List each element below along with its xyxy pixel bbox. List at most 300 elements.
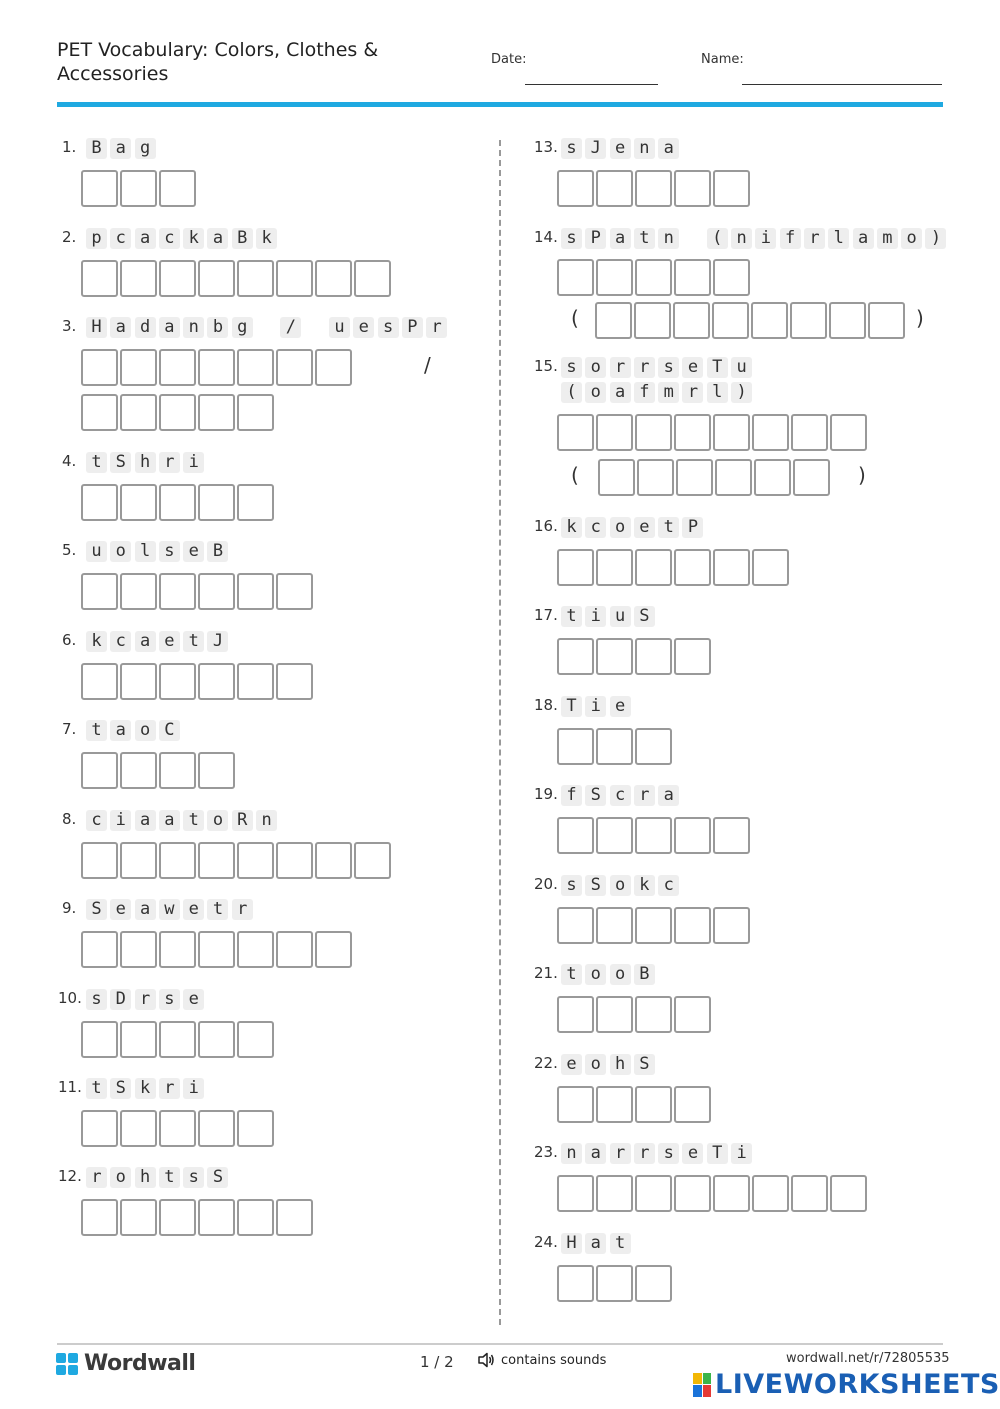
letter-box[interactable] bbox=[557, 1265, 594, 1302]
scrambled-letters bbox=[561, 138, 682, 159]
answer-boxes[interactable] bbox=[81, 931, 354, 968]
sounds-indicator bbox=[477, 1352, 606, 1368]
letter-box[interactable] bbox=[635, 549, 672, 586]
letter-box[interactable] bbox=[557, 817, 594, 854]
letter-tile: l bbox=[707, 382, 728, 403]
letter-box[interactable] bbox=[557, 414, 594, 451]
answer-boxes[interactable] bbox=[598, 459, 832, 496]
question-number: 8. bbox=[62, 810, 77, 828]
letter-box[interactable] bbox=[637, 459, 674, 496]
letter-box[interactable] bbox=[120, 394, 157, 431]
letter-box[interactable] bbox=[557, 638, 594, 675]
letter-box[interactable] bbox=[237, 349, 274, 386]
letter-box[interactable] bbox=[596, 1086, 633, 1123]
letter-tile: a bbox=[610, 382, 631, 403]
footer-rule bbox=[57, 1343, 943, 1345]
letter-box[interactable] bbox=[557, 259, 594, 296]
question-number: 20. bbox=[534, 875, 558, 893]
letter-box[interactable] bbox=[635, 1265, 672, 1302]
letter-box[interactable] bbox=[791, 414, 828, 451]
letter-tile: t bbox=[159, 1167, 180, 1188]
letter-tile: a bbox=[159, 317, 180, 338]
letter-box[interactable] bbox=[159, 752, 196, 789]
letter-tile: / bbox=[280, 317, 301, 338]
letter-box[interactable] bbox=[713, 1175, 750, 1212]
letter-box[interactable] bbox=[713, 817, 750, 854]
letter-tile: u bbox=[610, 606, 631, 627]
letter-tile: r bbox=[634, 785, 655, 806]
letter-tile: s bbox=[159, 989, 180, 1010]
letter-box[interactable] bbox=[793, 459, 830, 496]
letter-tile: P bbox=[682, 517, 703, 538]
letter-box[interactable] bbox=[81, 663, 118, 700]
letter-box[interactable] bbox=[596, 259, 633, 296]
answer-boxes[interactable] bbox=[557, 1086, 713, 1123]
letter-box[interactable] bbox=[713, 414, 750, 451]
letter-box[interactable] bbox=[159, 931, 196, 968]
letter-tile: e bbox=[183, 541, 204, 562]
letter-box[interactable] bbox=[120, 931, 157, 968]
letter-box[interactable] bbox=[634, 302, 671, 339]
letter-tile: i bbox=[755, 228, 776, 249]
letter-tile: e bbox=[110, 899, 131, 920]
answer-boxes[interactable] bbox=[557, 549, 791, 586]
question-number: 6. bbox=[62, 631, 77, 649]
letter-tile: J bbox=[585, 138, 606, 159]
letter-tile: S bbox=[207, 1167, 228, 1188]
letter-tile: s bbox=[658, 1143, 679, 1164]
letter-box[interactable] bbox=[159, 349, 196, 386]
letter-box[interactable] bbox=[81, 573, 118, 610]
letter-box[interactable] bbox=[81, 931, 118, 968]
letter-box[interactable] bbox=[354, 842, 391, 879]
answer-boxes[interactable] bbox=[557, 1175, 869, 1212]
letter-box[interactable] bbox=[557, 549, 594, 586]
letter-box[interactable] bbox=[159, 573, 196, 610]
letter-box[interactable] bbox=[596, 549, 633, 586]
letter-box[interactable] bbox=[674, 1175, 711, 1212]
letter-box[interactable] bbox=[674, 549, 711, 586]
scrambled-letters bbox=[561, 1143, 755, 1164]
letter-box[interactable] bbox=[596, 817, 633, 854]
activity-url[interactable]: wordwall.net/r/72805535 bbox=[786, 1351, 950, 1366]
letter-box[interactable] bbox=[237, 1110, 274, 1147]
letter-tile: a bbox=[135, 810, 156, 831]
letter-box[interactable] bbox=[81, 1199, 118, 1236]
letter-tile: s bbox=[561, 875, 582, 896]
letter-box[interactable] bbox=[81, 260, 118, 297]
letter-box[interactable] bbox=[198, 573, 235, 610]
letter-tile: i bbox=[585, 606, 606, 627]
letter-box[interactable] bbox=[674, 414, 711, 451]
liveworksheets-logo-text: LIVEWORKSHEETS bbox=[715, 1369, 1000, 1400]
letter-box[interactable] bbox=[635, 907, 672, 944]
answer-boxes[interactable] bbox=[557, 638, 713, 675]
scrambled-letters bbox=[86, 899, 256, 920]
letter-tile: t bbox=[561, 606, 582, 627]
letter-box[interactable] bbox=[557, 907, 594, 944]
letter-tile: n bbox=[256, 810, 277, 831]
answer-boxes[interactable] bbox=[81, 1110, 276, 1147]
slash-separator: / bbox=[424, 353, 431, 377]
letter-tile: r bbox=[135, 989, 156, 1010]
letter-box[interactable] bbox=[752, 549, 789, 586]
letter-tile: r bbox=[159, 1078, 180, 1099]
letter-box[interactable] bbox=[595, 302, 632, 339]
letter-box[interactable] bbox=[81, 752, 118, 789]
letter-box[interactable] bbox=[81, 484, 118, 521]
letter-tile: a bbox=[610, 228, 631, 249]
letter-box[interactable] bbox=[276, 573, 313, 610]
letter-box[interactable] bbox=[237, 842, 274, 879]
letter-box[interactable] bbox=[81, 1021, 118, 1058]
letter-box[interactable] bbox=[673, 302, 710, 339]
letter-tile: r bbox=[610, 1143, 631, 1164]
letter-box[interactable] bbox=[868, 302, 905, 339]
letter-box[interactable] bbox=[596, 638, 633, 675]
letter-tile: t bbox=[634, 228, 655, 249]
letter-tile: c bbox=[110, 631, 131, 652]
letter-box[interactable] bbox=[635, 1086, 672, 1123]
letter-box[interactable] bbox=[120, 170, 157, 207]
letter-box[interactable] bbox=[81, 170, 118, 207]
letter-box[interactable] bbox=[557, 1086, 594, 1123]
letter-box[interactable] bbox=[674, 817, 711, 854]
letter-tile: a bbox=[135, 631, 156, 652]
answer-boxes[interactable] bbox=[557, 259, 752, 296]
letter-box[interactable] bbox=[120, 842, 157, 879]
letter-tile: g bbox=[232, 317, 253, 338]
letter-tile: J bbox=[207, 631, 228, 652]
letter-box[interactable] bbox=[237, 260, 274, 297]
letter-box[interactable] bbox=[674, 259, 711, 296]
letter-box[interactable] bbox=[198, 394, 235, 431]
letter-box[interactable] bbox=[159, 170, 196, 207]
letter-box[interactable] bbox=[635, 638, 672, 675]
letter-box[interactable] bbox=[198, 663, 235, 700]
answer-boxes[interactable] bbox=[81, 170, 198, 207]
letter-box[interactable] bbox=[790, 302, 827, 339]
question-number: 3. bbox=[62, 317, 77, 335]
letter-box[interactable] bbox=[557, 1175, 594, 1212]
letter-box[interactable] bbox=[596, 907, 633, 944]
answer-boxes[interactable] bbox=[81, 484, 276, 521]
letter-box[interactable] bbox=[557, 996, 594, 1033]
question-number: 14. bbox=[534, 228, 558, 246]
letter-box[interactable] bbox=[276, 1199, 313, 1236]
letter-box[interactable] bbox=[674, 1086, 711, 1123]
answer-boxes[interactable] bbox=[595, 302, 907, 339]
letter-box[interactable] bbox=[120, 1199, 157, 1236]
letter-box[interactable] bbox=[159, 1021, 196, 1058]
scrambled-letters bbox=[561, 1054, 658, 1075]
question-number: 19. bbox=[534, 785, 558, 803]
letter-tile: S bbox=[634, 606, 655, 627]
page-title: PET Vocabulary: Colors, Clothes & Accessories bbox=[57, 39, 379, 85]
letter-box[interactable] bbox=[635, 1175, 672, 1212]
letter-box[interactable] bbox=[315, 349, 352, 386]
letter-box[interactable] bbox=[635, 728, 672, 765]
letter-box[interactable] bbox=[596, 996, 633, 1033]
letter-tile: m bbox=[877, 228, 898, 249]
letter-box[interactable] bbox=[237, 931, 274, 968]
letter-box[interactable] bbox=[198, 349, 235, 386]
letter-tile: a bbox=[207, 228, 228, 249]
letter-box[interactable] bbox=[198, 931, 235, 968]
letter-box[interactable] bbox=[557, 728, 594, 765]
letter-box[interactable] bbox=[159, 1199, 196, 1236]
answer-boxes[interactable] bbox=[557, 170, 752, 207]
letter-box[interactable] bbox=[81, 1110, 118, 1147]
letter-tile: e bbox=[682, 357, 703, 378]
close-paren: ) bbox=[916, 306, 924, 330]
scrambled-letters bbox=[561, 696, 634, 717]
answer-boxes[interactable] bbox=[81, 394, 276, 431]
letter-box[interactable] bbox=[315, 260, 352, 297]
letter-tile: k bbox=[135, 1078, 156, 1099]
letter-box[interactable] bbox=[198, 752, 235, 789]
answer-boxes[interactable] bbox=[557, 414, 869, 451]
scrambled-letters-line-2 bbox=[561, 382, 755, 403]
letter-tile: ( bbox=[707, 228, 728, 249]
date-field[interactable] bbox=[525, 84, 658, 85]
letter-box[interactable] bbox=[159, 394, 196, 431]
letter-box[interactable] bbox=[754, 459, 791, 496]
letter-box[interactable] bbox=[751, 302, 788, 339]
letter-tile: c bbox=[658, 875, 679, 896]
letter-box[interactable] bbox=[674, 907, 711, 944]
answer-boxes[interactable] bbox=[81, 1021, 276, 1058]
letter-box[interactable] bbox=[120, 260, 157, 297]
letter-tile: t bbox=[86, 720, 107, 741]
answer-boxes[interactable] bbox=[557, 817, 752, 854]
letter-box[interactable] bbox=[120, 752, 157, 789]
letter-box[interactable] bbox=[81, 349, 118, 386]
close-paren: ) bbox=[858, 463, 866, 487]
letter-tile: h bbox=[135, 1167, 156, 1188]
letter-tile: r bbox=[232, 899, 253, 920]
letter-tile: T bbox=[707, 357, 728, 378]
letter-tile: S bbox=[110, 452, 131, 473]
answer-boxes[interactable] bbox=[81, 349, 354, 386]
letter-tile: o bbox=[135, 720, 156, 741]
letter-tile: a bbox=[135, 228, 156, 249]
letter-tile: c bbox=[110, 228, 131, 249]
letter-tile: n bbox=[634, 138, 655, 159]
letter-tile: c bbox=[86, 810, 107, 831]
letter-box[interactable] bbox=[752, 1175, 789, 1212]
letter-box[interactable] bbox=[120, 484, 157, 521]
letter-tile: S bbox=[86, 899, 107, 920]
answer-boxes[interactable] bbox=[81, 260, 393, 297]
letter-box[interactable] bbox=[635, 170, 672, 207]
question-number: 5. bbox=[62, 541, 77, 559]
letter-box[interactable] bbox=[276, 931, 313, 968]
letter-tile: B bbox=[86, 138, 107, 159]
name-field[interactable] bbox=[742, 84, 942, 85]
letter-box[interactable] bbox=[198, 1110, 235, 1147]
letter-gap bbox=[256, 317, 277, 338]
letter-tile: t bbox=[658, 517, 679, 538]
letter-tile: H bbox=[86, 317, 107, 338]
letter-tile: n bbox=[183, 317, 204, 338]
letter-box[interactable] bbox=[120, 573, 157, 610]
letter-tile: T bbox=[561, 696, 582, 717]
letter-box[interactable] bbox=[276, 260, 313, 297]
date-label: Date: bbox=[491, 52, 527, 67]
letter-box[interactable] bbox=[120, 1110, 157, 1147]
letter-box[interactable] bbox=[315, 842, 352, 879]
letter-box[interactable] bbox=[713, 170, 750, 207]
letter-tile: e bbox=[682, 1143, 703, 1164]
letter-box[interactable] bbox=[198, 260, 235, 297]
letter-gap bbox=[682, 228, 703, 249]
question-number: 10. bbox=[58, 989, 82, 1007]
answer-boxes[interactable] bbox=[557, 1265, 674, 1302]
letter-tile: a bbox=[110, 138, 131, 159]
letter-box[interactable] bbox=[159, 663, 196, 700]
letter-box[interactable] bbox=[715, 459, 752, 496]
answer-boxes[interactable] bbox=[81, 573, 315, 610]
letter-tile: a bbox=[110, 317, 131, 338]
letter-box[interactable] bbox=[713, 907, 750, 944]
letter-box[interactable] bbox=[237, 663, 274, 700]
letter-box[interactable] bbox=[674, 170, 711, 207]
letter-box[interactable] bbox=[120, 663, 157, 700]
scrambled-letters bbox=[561, 1233, 634, 1254]
letter-tile: t bbox=[86, 452, 107, 473]
letter-tile: o bbox=[110, 1167, 131, 1188]
letter-box[interactable] bbox=[120, 349, 157, 386]
letter-box[interactable] bbox=[791, 1175, 828, 1212]
letter-box[interactable] bbox=[81, 394, 118, 431]
answer-boxes[interactable] bbox=[81, 752, 237, 789]
answer-boxes[interactable] bbox=[557, 728, 674, 765]
letter-box[interactable] bbox=[635, 259, 672, 296]
letter-tile: o bbox=[207, 810, 228, 831]
letter-tile: e bbox=[610, 138, 631, 159]
letter-box[interactable] bbox=[159, 260, 196, 297]
letter-tile: o bbox=[585, 964, 606, 985]
letter-tile: r bbox=[426, 317, 447, 338]
letter-box[interactable] bbox=[276, 349, 313, 386]
letter-tile: e bbox=[159, 631, 180, 652]
letter-box[interactable] bbox=[712, 302, 749, 339]
question-number: 21. bbox=[534, 964, 558, 982]
letter-box[interactable] bbox=[315, 931, 352, 968]
letter-box[interactable] bbox=[276, 842, 313, 879]
letter-tile: i bbox=[110, 810, 131, 831]
letter-tile: T bbox=[707, 1143, 728, 1164]
letter-box[interactable] bbox=[198, 1021, 235, 1058]
letter-tile: t bbox=[183, 631, 204, 652]
scrambled-letters bbox=[86, 228, 280, 249]
letter-tile: e bbox=[183, 989, 204, 1010]
letter-box[interactable] bbox=[237, 573, 274, 610]
letter-box[interactable] bbox=[159, 1110, 196, 1147]
letter-box[interactable] bbox=[120, 1021, 157, 1058]
letter-box[interactable] bbox=[635, 817, 672, 854]
letter-box[interactable] bbox=[596, 1175, 633, 1212]
letter-box[interactable] bbox=[159, 842, 196, 879]
letter-box[interactable] bbox=[198, 842, 235, 879]
letter-tile: u bbox=[86, 541, 107, 562]
letter-box[interactable] bbox=[237, 484, 274, 521]
letter-tile: a bbox=[658, 138, 679, 159]
letter-box[interactable] bbox=[159, 484, 196, 521]
letter-box[interactable] bbox=[198, 1199, 235, 1236]
letter-box[interactable] bbox=[596, 170, 633, 207]
open-paren: ( bbox=[571, 463, 579, 487]
answer-boxes[interactable] bbox=[81, 1199, 315, 1236]
letter-tile: S bbox=[585, 875, 606, 896]
scrambled-letters bbox=[86, 989, 207, 1010]
letter-box[interactable] bbox=[713, 549, 750, 586]
letter-tile: k bbox=[634, 875, 655, 896]
name-label: Name: bbox=[701, 52, 744, 67]
letter-tile: s bbox=[561, 138, 582, 159]
letter-tile: c bbox=[585, 517, 606, 538]
question-number: 1. bbox=[62, 138, 77, 156]
answer-boxes[interactable] bbox=[81, 663, 315, 700]
letter-box[interactable] bbox=[635, 414, 672, 451]
answer-boxes[interactable] bbox=[557, 907, 752, 944]
letter-box[interactable] bbox=[635, 996, 672, 1033]
letter-box[interactable] bbox=[752, 414, 789, 451]
letter-tile: h bbox=[610, 1054, 631, 1075]
letter-box[interactable] bbox=[674, 638, 711, 675]
letter-gap bbox=[305, 317, 326, 338]
question-number: 9. bbox=[62, 899, 77, 917]
letter-tile: d bbox=[135, 317, 156, 338]
letter-tile: e bbox=[353, 317, 374, 338]
letter-box[interactable] bbox=[237, 1021, 274, 1058]
letter-tile: k bbox=[86, 631, 107, 652]
letter-box[interactable] bbox=[830, 1175, 867, 1212]
letter-box[interactable] bbox=[237, 394, 274, 431]
letter-tile: o bbox=[585, 382, 606, 403]
letter-tile: r bbox=[159, 452, 180, 473]
answer-boxes[interactable] bbox=[81, 842, 393, 879]
letter-box[interactable] bbox=[237, 1199, 274, 1236]
question-number: 23. bbox=[534, 1143, 558, 1161]
letter-box[interactable] bbox=[596, 414, 633, 451]
letter-tile: r bbox=[804, 228, 825, 249]
letter-box[interactable] bbox=[276, 663, 313, 700]
letter-box[interactable] bbox=[198, 484, 235, 521]
wordwall-logo bbox=[56, 1351, 195, 1376]
letter-tile: r bbox=[682, 382, 703, 403]
letter-box[interactable] bbox=[596, 1265, 633, 1302]
letter-tile: a bbox=[585, 1233, 606, 1254]
letter-tile: P bbox=[585, 228, 606, 249]
letter-box[interactable] bbox=[598, 459, 635, 496]
letter-box[interactable] bbox=[676, 459, 713, 496]
letter-box[interactable] bbox=[557, 170, 594, 207]
letter-box[interactable] bbox=[674, 996, 711, 1033]
letter-tile: n bbox=[731, 228, 752, 249]
letter-box[interactable] bbox=[354, 260, 391, 297]
letter-box[interactable] bbox=[713, 259, 750, 296]
letter-box[interactable] bbox=[829, 302, 866, 339]
letter-box[interactable] bbox=[830, 414, 867, 451]
answer-boxes[interactable] bbox=[557, 996, 713, 1033]
letter-tile: m bbox=[658, 382, 679, 403]
letter-tile: s bbox=[86, 989, 107, 1010]
letter-tile: C bbox=[159, 720, 180, 741]
letter-box[interactable] bbox=[81, 842, 118, 879]
letter-box[interactable] bbox=[596, 728, 633, 765]
